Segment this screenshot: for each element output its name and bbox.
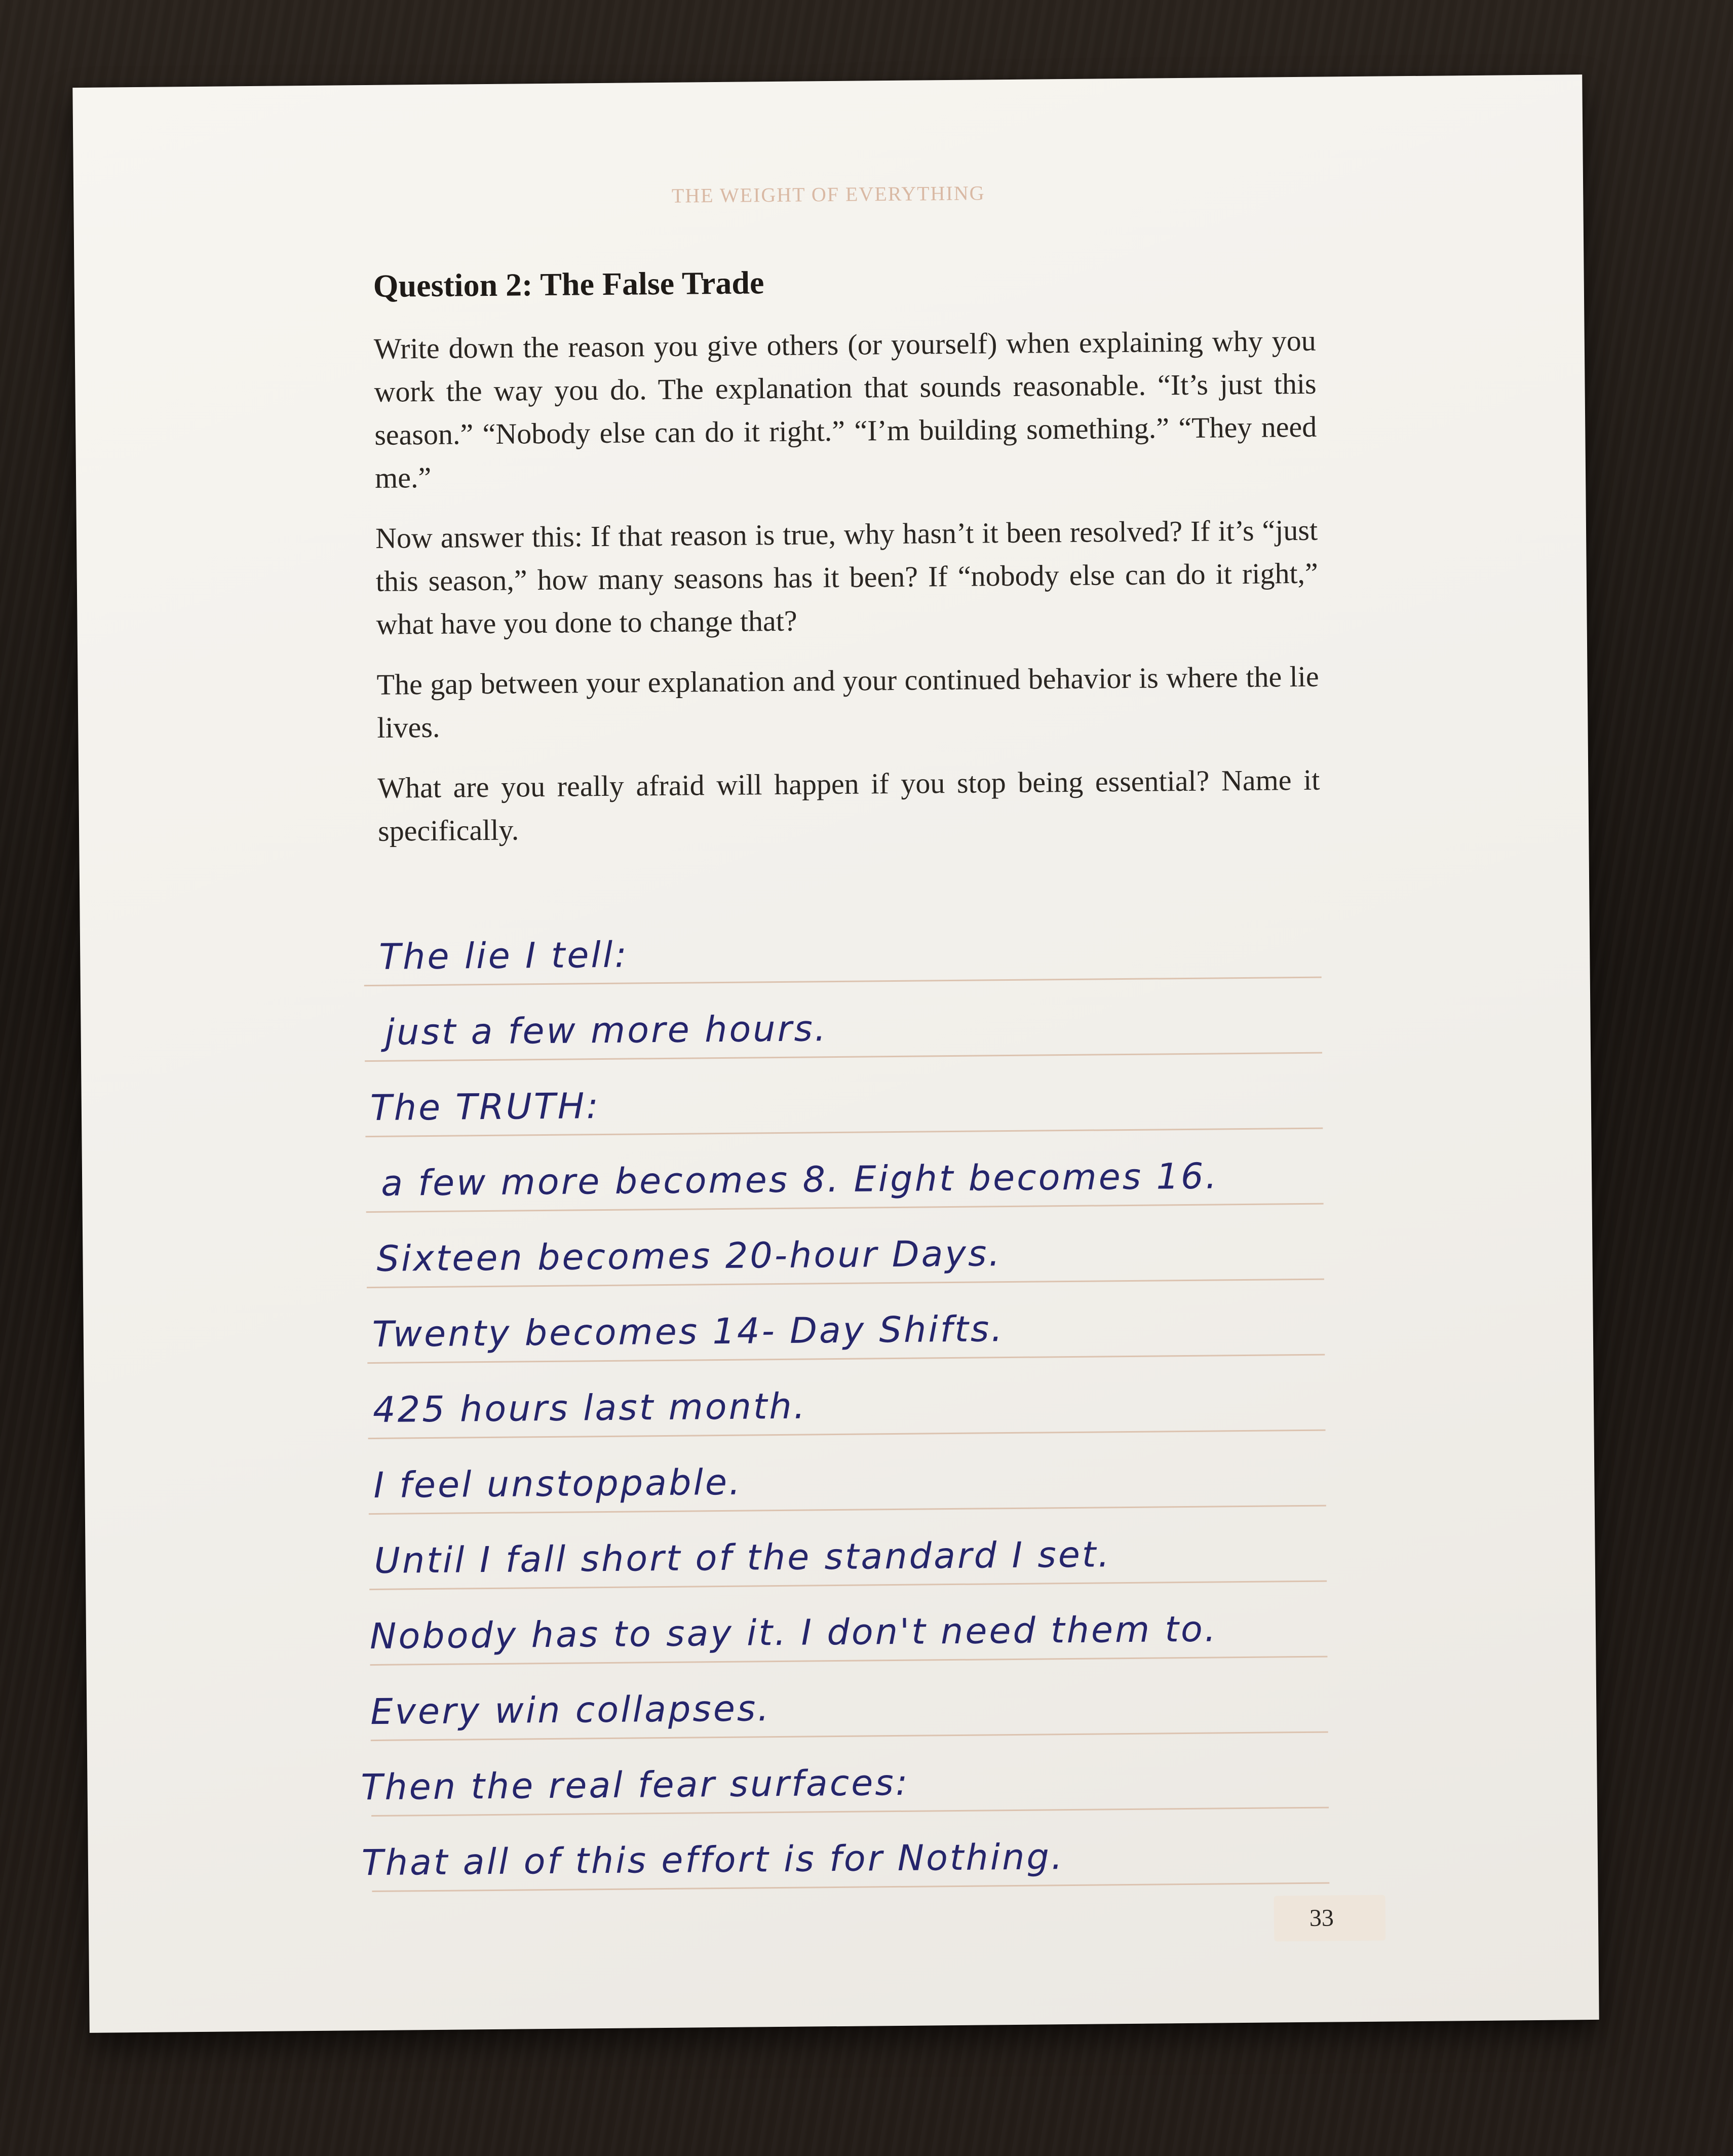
paper-page <box>72 74 1599 2033</box>
handwritten-text: Every win collapses. <box>370 1687 771 1733</box>
handwritten-text: Sixteen becomes 20-hour Days. <box>376 1233 1002 1280</box>
handwritten-text: Until I fall short of the standard I set. <box>374 1533 1111 1582</box>
handwritten-text: The TRUTH: <box>370 1085 601 1129</box>
answer-line <box>370 1658 1328 1741</box>
handwritten-text: The lie I tell: <box>378 934 629 978</box>
answer-line <box>365 1054 1323 1137</box>
handwritten-text: I feel unstoppable. <box>373 1461 743 1506</box>
handwritten-text: just a few more hours. <box>384 1008 828 1053</box>
answer-line <box>365 1129 1323 1213</box>
answer-line <box>369 1582 1327 1666</box>
answer-line <box>364 978 1322 1062</box>
answer-line <box>361 1808 1329 1892</box>
paragraph-1: Write down the reason you give others (or yourself) when explaining why you work the way you do. The explanation that sounds reasonable. “It’s just this season.” “Nobody else can do it right.” “I’m building something.” “They need me.” <box>373 324 1317 494</box>
paragraph-3: The gap between your explanation and your continued behavior is where the lie lives. <box>376 660 1319 744</box>
handwritten-text: Then the real fear surfaces: <box>361 1761 910 1808</box>
handwritten-text: That all of this effort is for Nothing. <box>361 1836 1065 1884</box>
paragraph-2: Now answer this: If that reason is true, why hasn’t it been resolved? If it’s “just this season,” how many seasons has it been? If “nobody else can do it right,” what have you done to change that? <box>375 513 1319 641</box>
answer-line <box>361 1733 1329 1817</box>
answer-lines <box>361 903 1330 1892</box>
answer-line <box>366 1205 1324 1288</box>
answer-line <box>367 1356 1325 1439</box>
answer-line <box>364 903 1322 986</box>
answer-line <box>367 1280 1325 1364</box>
page-number: 33 <box>1274 1895 1386 1942</box>
handwritten-text: 425 hours last month. <box>372 1385 807 1431</box>
answer-line <box>368 1431 1326 1515</box>
handwritten-text: Nobody has to say it. I don't need them to. <box>369 1608 1218 1658</box>
question-title: Question 2: The False Trade <box>373 264 764 304</box>
answer-line <box>369 1507 1327 1590</box>
running-head: THE WEIGHT OF EVERYTHING <box>671 181 985 207</box>
paragraph-4: What are you really afraid will happen if you stop being essential? Name it specifically. <box>377 763 1320 848</box>
printed-content <box>373 259 1320 870</box>
handwritten-text: a few more becomes 8. Eight becomes 16. <box>380 1155 1219 1204</box>
handwritten-text: Twenty becomes 14- Day Shifts. <box>372 1308 1005 1356</box>
